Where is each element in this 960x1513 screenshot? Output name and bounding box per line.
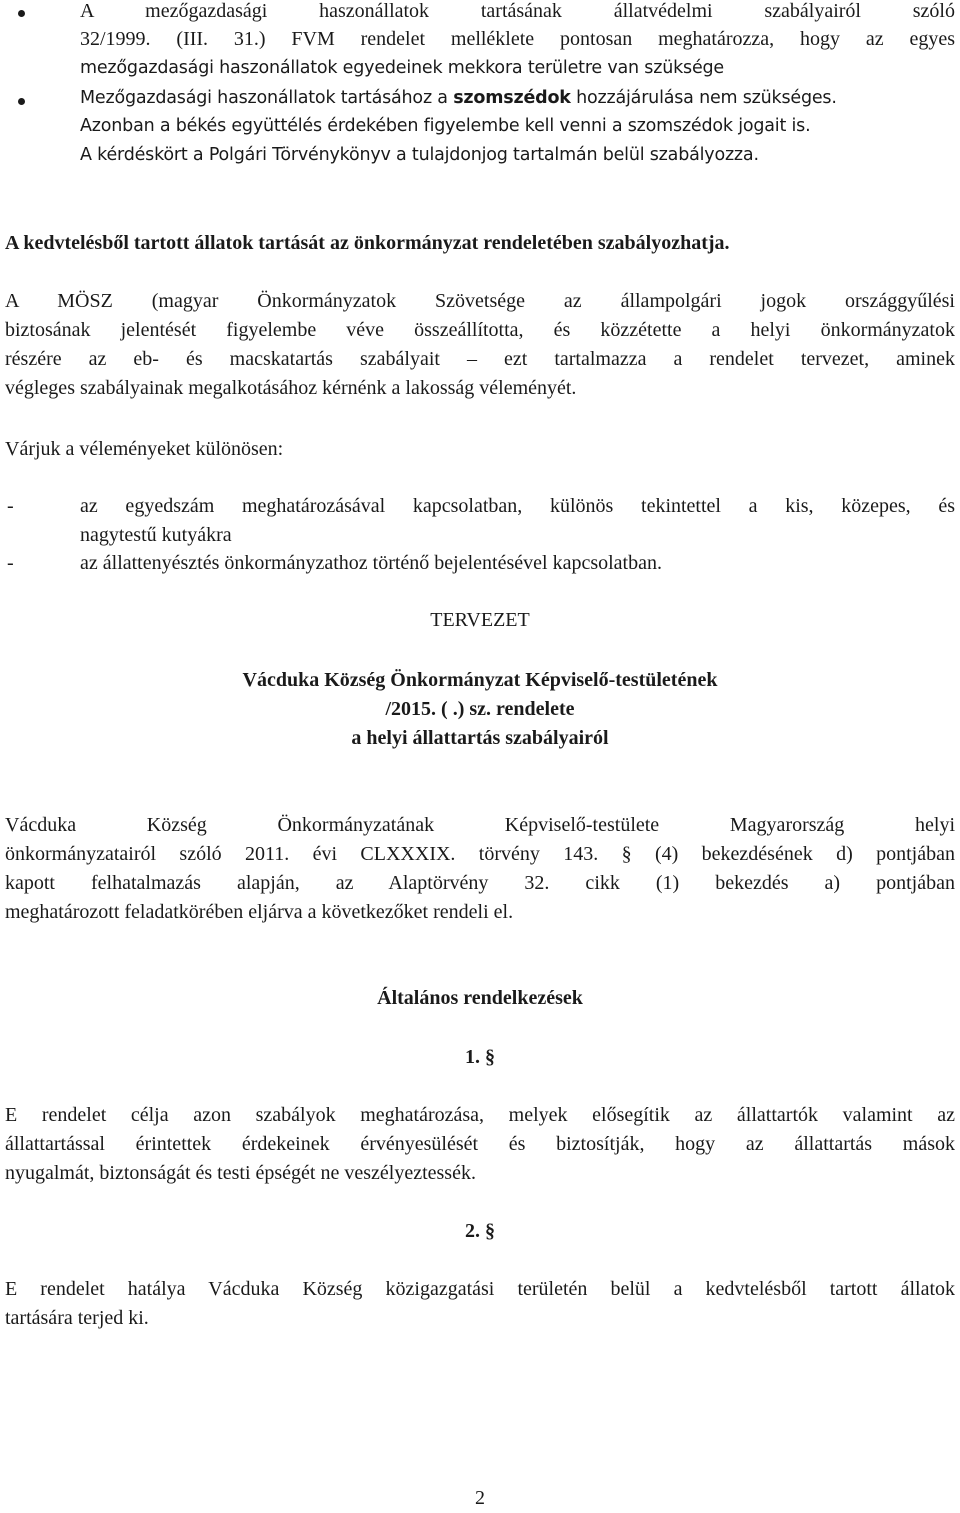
article-1-line-2: állattartással érintettek érdekeinek érvényesülését és biztosítják, hogy az állattartás mások — [5, 1133, 955, 1155]
preamble-line-4: meghatározott feladatkörében eljárva a következőket rendeli el. — [5, 901, 514, 923]
dash-marker: - — [7, 495, 14, 517]
section-heading: Általános rendelkezések — [377, 987, 583, 1009]
bullet-dot-icon — [18, 98, 25, 105]
title-line-2: /2015. ( .) sz. rendelete — [385, 698, 575, 720]
dash-item-1-line-2: nagytestű kutyákra — [80, 524, 232, 546]
opinion-intro: Várjuk a véleményeket különösen: — [5, 438, 284, 460]
article-2-line-2: tartására terjed ki. — [5, 1307, 149, 1329]
dash-marker: - — [7, 552, 14, 574]
headline: A kedvtelésből tartott állatok tartását az önkormányzat rendeletében szabályozhatja. — [5, 232, 730, 254]
preamble-line-1: Vácduka Község Önkormányzatának Képviselő-testülete Magyarország helyi — [5, 814, 955, 836]
bullet-2-line-1: Mezőgazdasági haszonállatok tartásához a szomszédok hozzájárulása nem szükséges. — [80, 88, 837, 108]
mosz-line-4: végleges szabályainak megalkotásához kérnénk a lakosság véleményét. — [5, 377, 577, 399]
bullet-dot-icon — [18, 10, 25, 17]
preamble-line-3: kapott felhatalmazás alapján, az Alaptörvény 32. cikk (1) bekezdés a) pontjában — [5, 872, 955, 894]
bullet-2-line-2: Azonban a békés együttélés érdekében figyelembe kell venni a szomszédok jogait is. — [80, 116, 811, 136]
title-line-3: a helyi állattartás szabályairól — [351, 727, 609, 749]
article-2-number: 2. § — [465, 1220, 495, 1242]
mosz-line-3: részére az eb- és macskatartás szabályait – ezt tartalmazza a rendelet tervezet, aminek — [5, 348, 955, 370]
bullet-1-line-2: 32/1999. (III. 31.) FVM rendelet melléklete pontosan meghatározza, hogy az egyes — [80, 28, 955, 50]
mosz-line-1: A MÖSZ (magyar Önkormányzatok Szövetsége az állampolgári jogok országgyűlési — [5, 290, 955, 312]
draft-label: TERVEZET — [430, 609, 530, 631]
page-number: 2 — [475, 1487, 485, 1509]
preamble-line-2: önkormányzatairól szóló 2011. évi CLXXXIX. törvény 143. § (4) bekezdésének d) pontjában — [5, 843, 955, 865]
article-2-line-1: E rendelet hatálya Vácduka Község közigazgatási területén belül a kedvtelésből tartott állatok — [5, 1278, 955, 1300]
dash-item-1-line-1: az egyedszám meghatározásával kapcsolatban, különös tekintettel a kis, közepes, és — [80, 495, 955, 517]
mosz-line-2: biztosának jelentését figyelembe véve összeállította, és közzétette a helyi önkormányzatok — [5, 319, 955, 341]
bullet-1-line-1: A mezőgazdasági haszonállatok tartásának állatvédelmi szabályairól szóló — [80, 0, 955, 22]
dash-item-2-line-1: az állattenyésztés önkormányzathoz történő bejelentésével kapcsolatban. — [80, 552, 662, 574]
bullet-1-line-3: mezőgazdasági haszonállatok egyedeinek mekkora területre van szüksége — [80, 58, 724, 78]
neighbours-emphasis: szomszédok — [453, 88, 571, 108]
bullet-2-line-3: A kérdéskört a Polgári Törvénykönyv a tulajdonjog tartalmán belül szabályozza. — [80, 145, 759, 165]
title-line-1: Vácduka Község Önkormányzat Képviselő-testületének — [242, 669, 718, 691]
article-1-line-1: E rendelet célja azon szabályok meghatározása, melyek elősegítik az állattartók valamint az — [5, 1104, 955, 1126]
article-1-number: 1. § — [465, 1046, 495, 1068]
article-1-line-3: nyugalmát, biztonságát és testi épségét ne veszélyeztessék. — [5, 1162, 476, 1184]
